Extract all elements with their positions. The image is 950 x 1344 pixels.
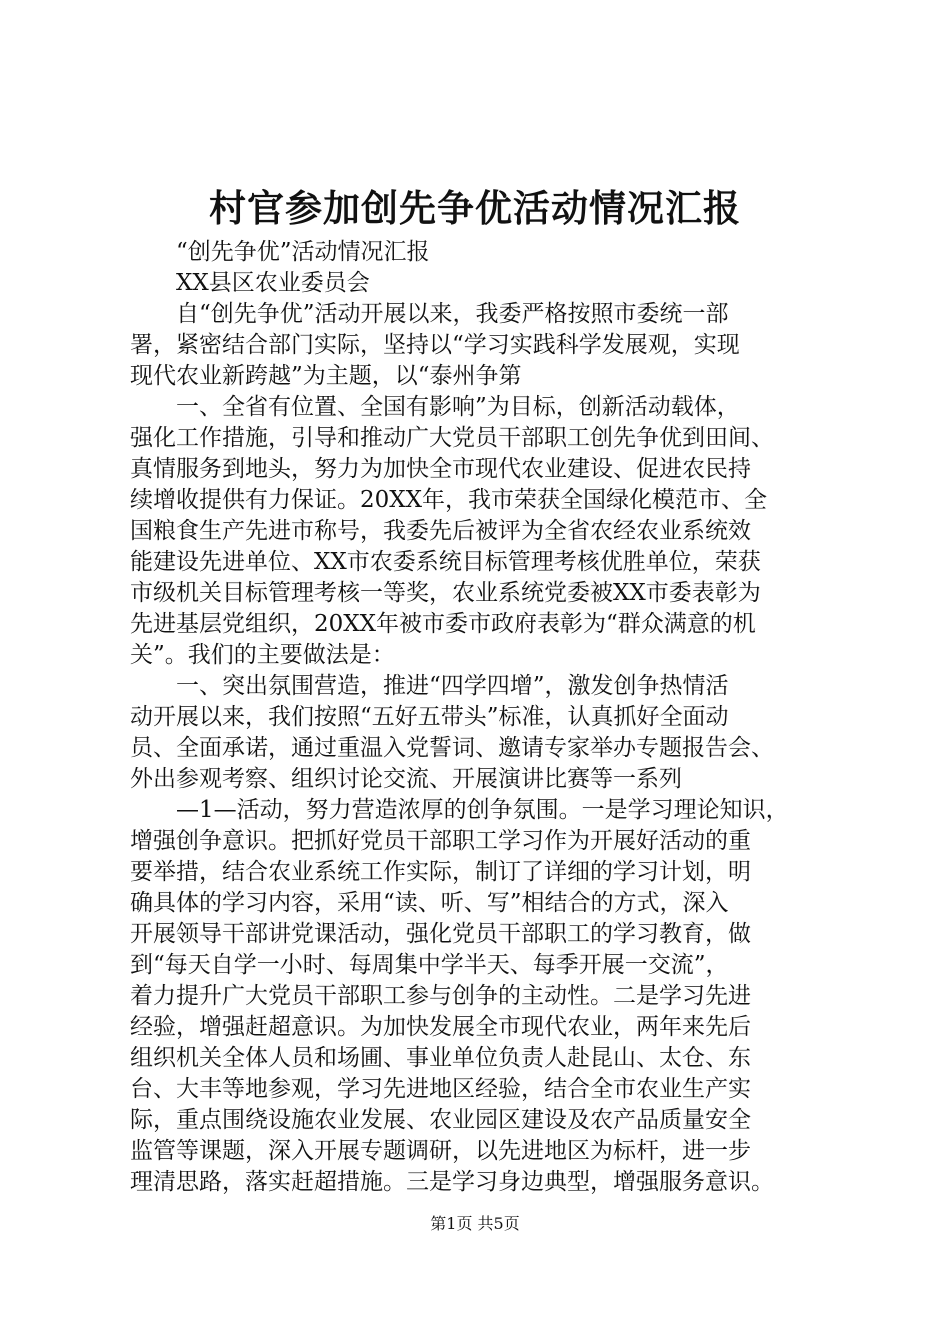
page-footer: 第1页 共5页 bbox=[430, 1214, 520, 1233]
body-line: “创先争优”活动情况汇报 bbox=[176, 239, 430, 265]
body-line: 监管等课题，深入开展专题调研，以先进地区为标杆，进一步 bbox=[130, 1138, 751, 1164]
body-line: 自“创先争优”活动开展以来，我委严格按照市委统一部 bbox=[176, 301, 729, 327]
body-line: 关”。我们的主要做法是： bbox=[130, 642, 395, 668]
body-line: 现代农业新跨越”为主题，以“泰州争第 bbox=[130, 363, 522, 389]
body-line: —1—活动，努力营造浓厚的创争氛围。一是学习理论知识， bbox=[176, 797, 789, 823]
body-line: 国粮食生产先进市称号，我委先后被评为全省农经农业系统效 bbox=[130, 518, 751, 544]
body-line: 台、大丰等地参观，学习先进地区经验，结合全市农业生产实 bbox=[130, 1076, 751, 1102]
body-line: 到“每天自学一小时、每周集中学半天、每季开展一交流”， bbox=[130, 952, 729, 978]
document-title: 村官参加创先争优活动情况汇报 bbox=[209, 186, 741, 230]
body-line: 要举措，结合农业系统工作实际，制订了详细的学习计划，明 bbox=[130, 859, 751, 885]
body-line: 际，重点围绕设施农业发展、农业园区建设及农产品质量安全 bbox=[130, 1107, 751, 1133]
body-line: 着力提升广大党员干部职工参与创争的主动性。二是学习先进 bbox=[130, 983, 751, 1009]
body-line: 理清思路，落实赶超措施。三是学习身边典型，增强服务意识。 bbox=[130, 1169, 774, 1195]
body-line: 外出参观考察、组织讨论交流、开展演讲比赛等一系列 bbox=[130, 766, 682, 792]
body-line: 经验，增强赶超意识。为加快发展全市现代农业，两年来先后 bbox=[130, 1014, 751, 1040]
body-line: 续增收提供有力保证。20XX年，我市荣获全国绿化模范市、全 bbox=[130, 487, 768, 513]
body-line: 能建设先进单位、XX市农委系统目标管理考核优胜单位，荣获 bbox=[130, 549, 761, 575]
body-line: 署，紧密结合部门实际，坚持以“学习实践科学发展观，实现 bbox=[130, 332, 740, 358]
body-line: 一、突出氛围营造，推进“四学四增”，激发创争热情活 bbox=[176, 673, 729, 699]
body-line: 增强创争意识。把抓好党员干部职工学习作为开展好活动的重 bbox=[130, 828, 751, 854]
body-line: 组织机关全体人员和场圃、事业单位负责人赴昆山、太仓、东 bbox=[130, 1045, 751, 1071]
body-line: 员、全面承诺，通过重温入党誓词、邀请专家举办专题报告会、 bbox=[130, 735, 774, 761]
body-line: 一、全省有位置、全国有影响”为目标，创新活动载体， bbox=[176, 394, 740, 420]
body-line: 动开展以来，我们按照“五好五带头”标准，认真抓好全面动 bbox=[130, 704, 729, 730]
body-line: 确具体的学习内容，采用“读、听、写”相结合的方式，深入 bbox=[130, 890, 729, 916]
body-line: 市级机关目标管理考核一等奖，农业系统党委被XX市委表彰为 bbox=[130, 580, 761, 606]
document-body bbox=[130, 237, 830, 1198]
body-line: 先进基层党组织，20XX年被市委市政府表彰为“群众满意的机 bbox=[130, 611, 756, 637]
body-line: 真情服务到地头，努力为加快全市现代农业建设、促进农民持 bbox=[130, 456, 751, 482]
body-line: 强化工作措施，引导和推动广大党员干部职工创先争优到田间、 bbox=[130, 425, 774, 451]
body-line: 开展领导干部讲党课活动，强化党员干部职工的学习教育，做 bbox=[130, 921, 751, 947]
body-line: XX县区农业委员会 bbox=[176, 270, 370, 296]
